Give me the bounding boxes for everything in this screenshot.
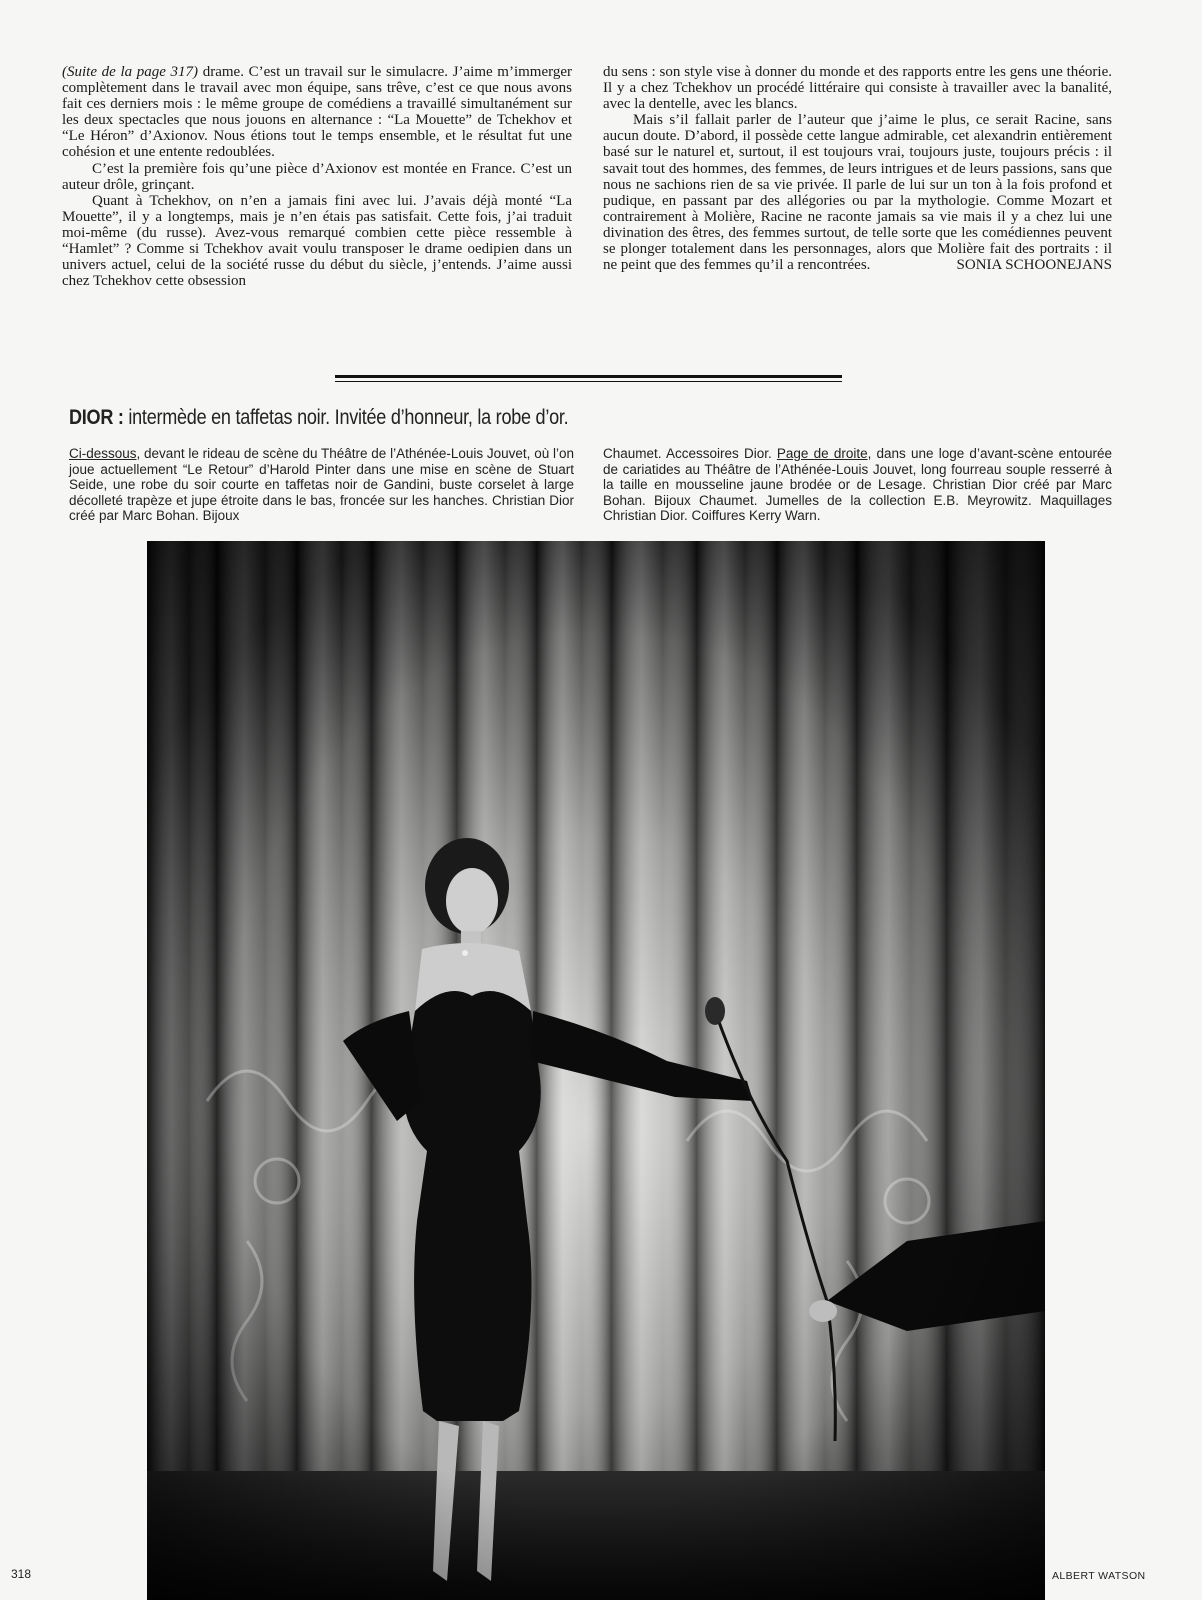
caption-left-lead: Ci-dessous [69,446,137,461]
caption-left [69,446,574,524]
photo-vignette [147,541,1045,1600]
caption-right-lead: Page de droite [776,446,868,461]
right-paragraph-1: du sens : son style vise à donner du monde et des rapports entre les gens une théorie. Il y a chez Tchekhov un procédé littéraire qui consiste à travailler avec la banalité, avec la dentelle, avec les blancs. [603,64,1112,113]
author-name: SONIA SCHOONEJANS [956,257,1112,274]
photo-illustration [147,541,1045,1600]
left-paragraph-3: Quant à Tchekhov, on n’en a jamais fini avec lui. J’avais déjà monté “La Mouette”, il y a longtemps, mais je n’en étais pas satisfait. Cette fois, j’ai traduit moi-même (du russe). Avez-vous remarqué combien cette pièce ressemble à “Hamlet” ? Comme si Tchekhov avait voulu transposer le drame oedipien dans un univers actuel, celui de la société russe du début du siècle, j’entends. J’aime aussi chez Tchekhov cette obsession [62,192,572,290]
right-paragraph-2: Mais s’il fallait parler de l’auteur que j’aime le plus, ce serait Racine, sans aucun doute. D’abord, il possède cette langue admirable, cet alexandrin entièrement basé sur le naturel et, surtout, il est toujours vrai, toujours juste, toujours précis : il savait tout des hommes, des femmes, de leurs intrigues et de leurs passions, sans que nous ne sachions rien de sa vie privée. Il parle de lui sur un ton à la fois profond et pudique, en passant par des allégories ou par la mythologie. Comme Mozart et contrairement à Molière, Racine ne raconte jamais sa vie mais il y a chez lui une divination des êtres, des femmes surtout, de telle sorte que les comédiennes peuvent se plonger totalement dans les personnages, alors que Molière fait des portraits : il ne peint que des femmes qu’il a rencontrées. [603,112,1112,274]
caption-right-text: , dans une loge d’avant-scène entourée de cariatides au Théâtre de l’Athénée-Louis Jouvet, long fourreau souple resserré à la taille en mousseline jaune brodée or de Lesage. Christian Dior créé par Marc Bohan. Bijoux Chaumet. Jumelles de la collection E.B. Meyrowitz. Maquillages Christian Dior. Coiffures Kerry Warn. [603,446,1112,524]
article-right-column [603,64,1112,273]
article-left-column [62,64,572,289]
continued-from: (Suite de la page 317) [62,64,199,80]
section-divider [335,375,842,382]
left-paragraph-2: C’est la première fois qu’une pièce d’Axionov est montée en France. C’est un auteur drôle, grinçant. [62,160,572,193]
headline-text: intermède en taffetas noir. Invitée d’honneur, la robe d’or. [123,406,569,429]
caption-right-start: Chaumet. Accessoires Dior. [603,446,777,461]
left-paragraph-1 [62,64,572,161]
left-paragraph-1-text: drame. C’est un travail sur le simulacre. J’aime m’immerger complètement dans le travail avec mon équipe, sans trêve, c’est ce que nous avons fait ces derniers mois : le même groupe de comédiens a travaillé simultanément sur les deux spectacles que nous jouons en alternance : “La Mouette” de Tchekhov et “Le Héron” d’Axionov. Nous étions tout le temps ensemble, et le résultat fut une cohésion et une entente redoublées. [62,64,572,161]
feature-headline [69,406,568,430]
photo-credit: ALBERT WATSON [1052,1570,1146,1582]
caption-left-text: , devant le rideau de scène du Théâtre de l’Athénée-Louis Jouvet, où l’on joue actuellement “Le Retour” d’Harold Pinter dans une mise en scène de Stuart Seide, une robe du soir courte en taffetas noir de Gandini, buste corselet à large décolleté trapèze et jupe étroite dans le bas, froncée sur les hanches. Christian Dior créé par Marc Bohan. Bijoux [69,446,574,524]
page-number: 318 [11,1567,32,1581]
fashion-photograph [147,541,1045,1600]
brand-label: DIOR : [69,406,124,429]
caption-right [603,446,1112,524]
